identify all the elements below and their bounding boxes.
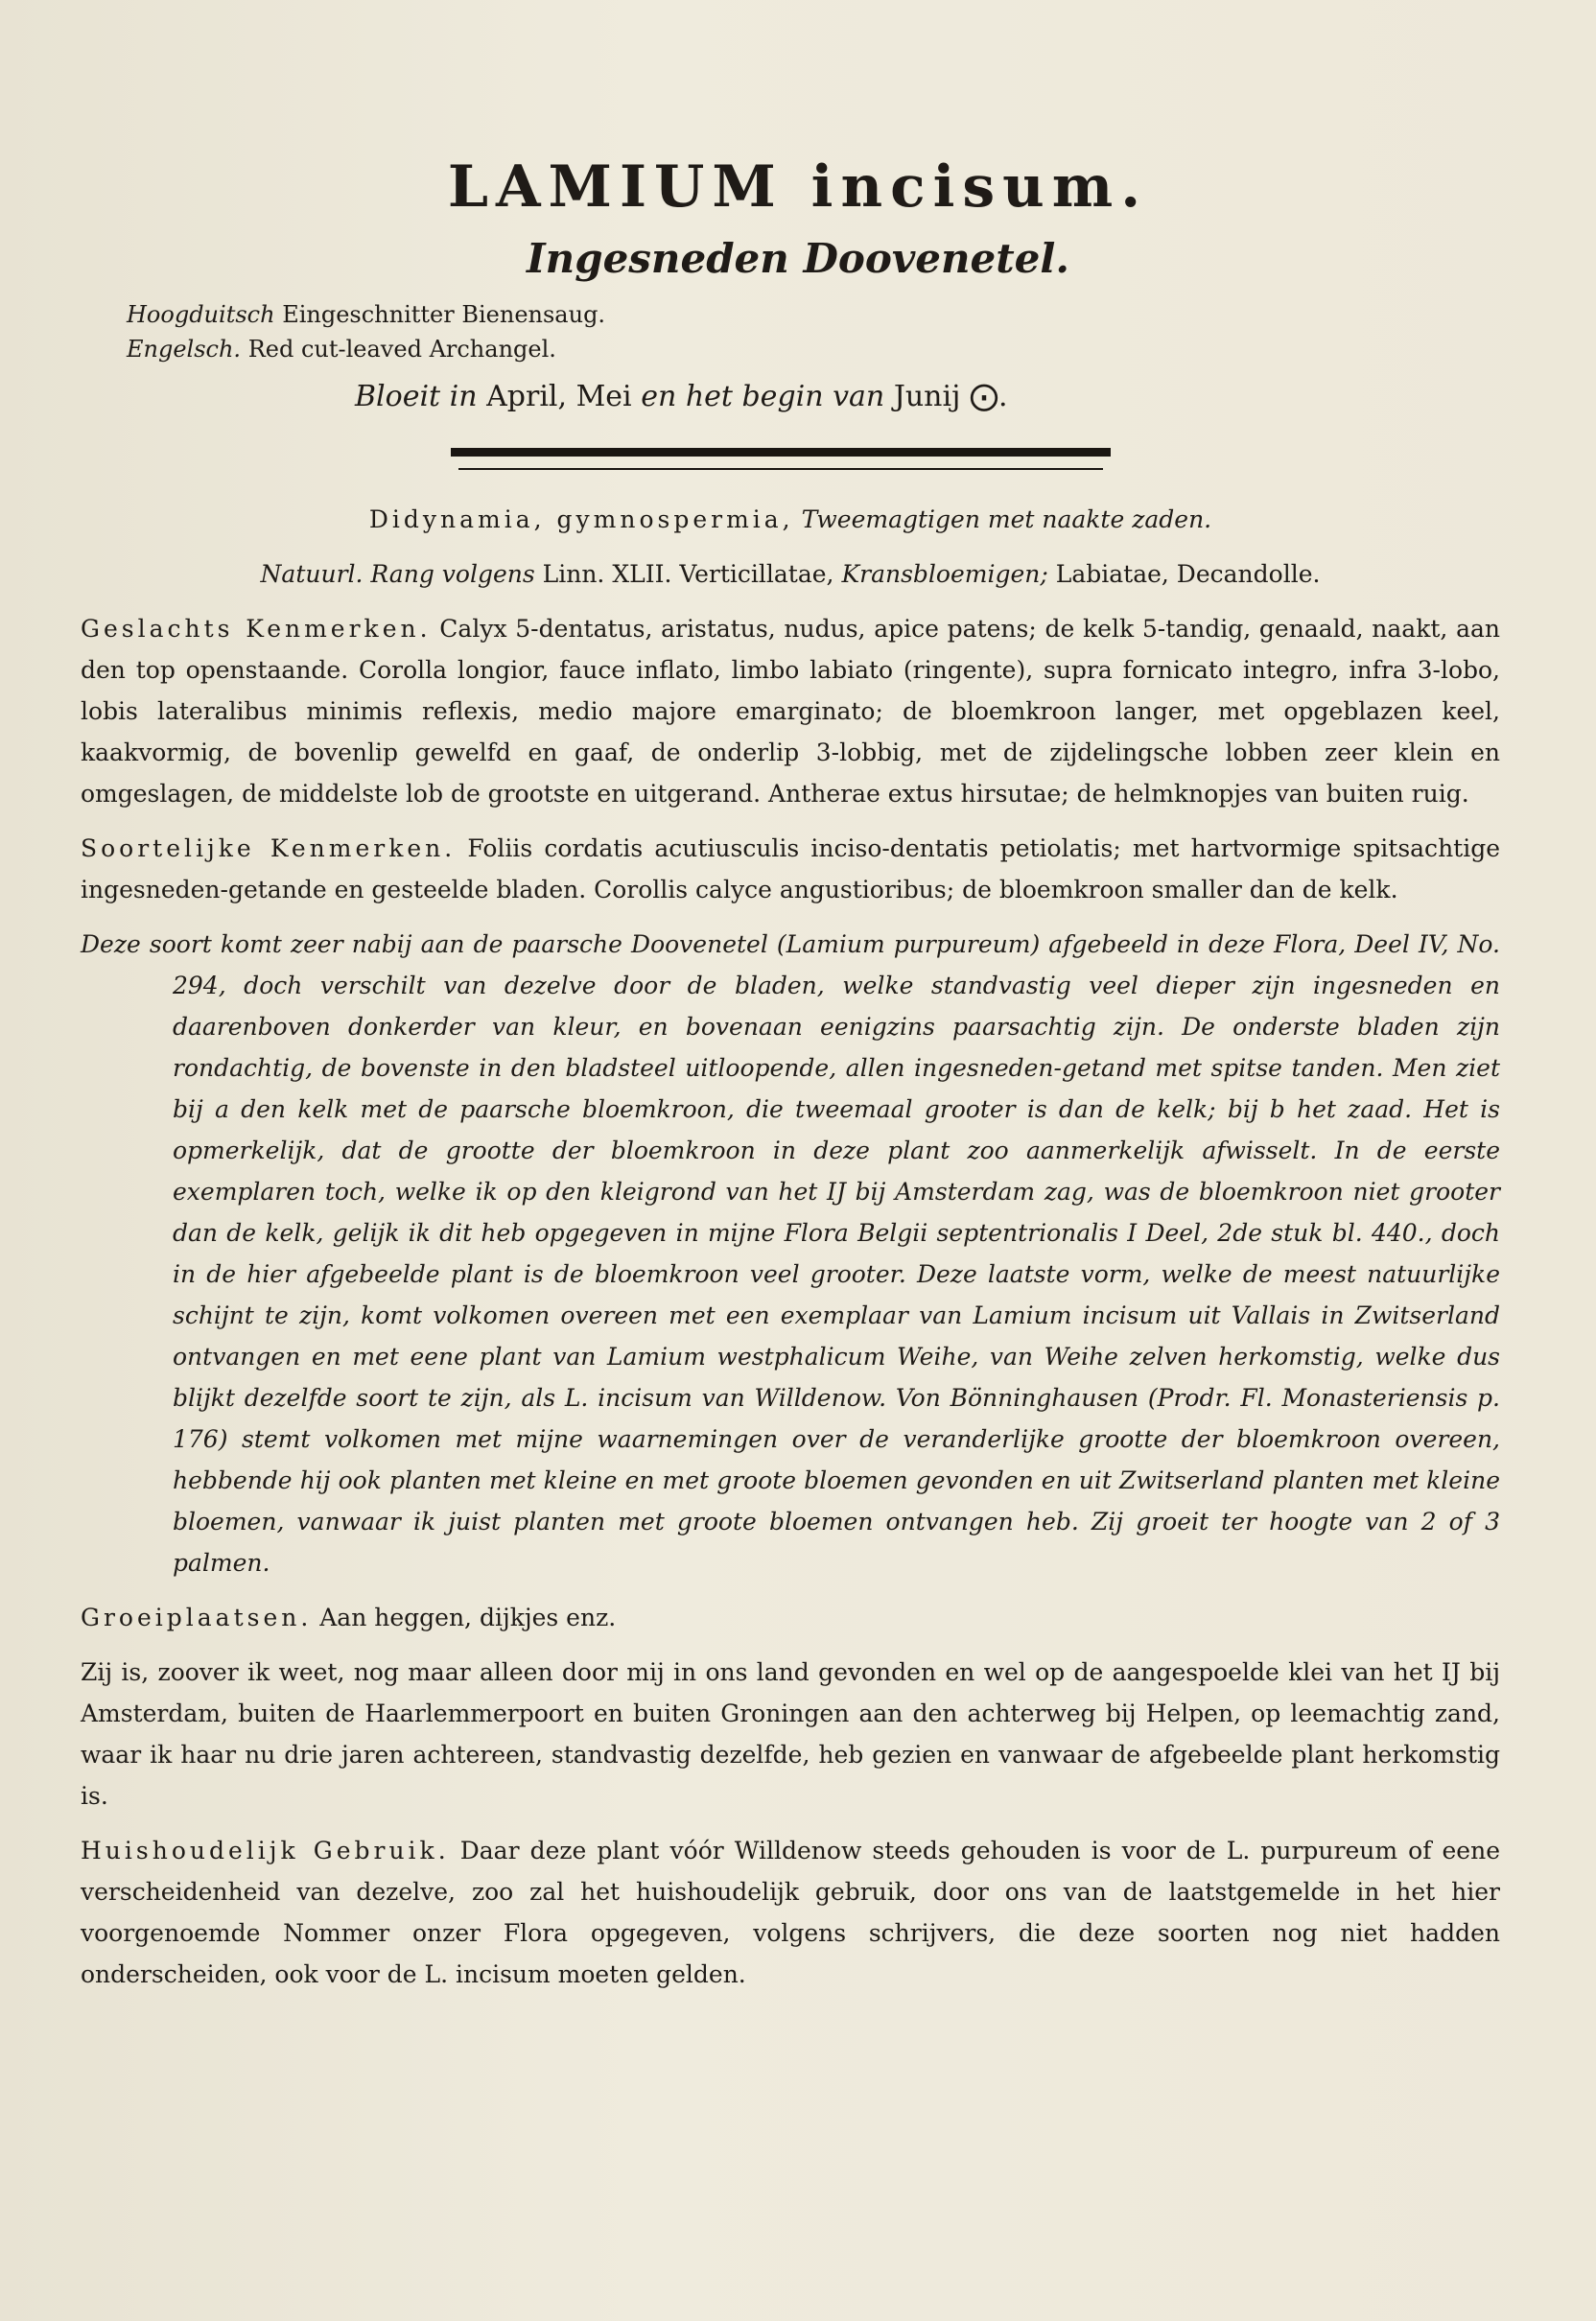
natural-rank-label: Natuurl. Rang volgens xyxy=(260,560,535,588)
name-german xyxy=(127,297,605,332)
description-paragraph xyxy=(81,924,1500,1583)
page-title: LAMIUM incisum. xyxy=(447,153,1149,221)
bloom-prefix: Bloeit in xyxy=(355,380,478,413)
section-heading: Soortelijke Kenmerken. xyxy=(81,834,457,862)
household-use xyxy=(81,1830,1500,1995)
common-name: Eingeschnitter Bienensaug. xyxy=(282,301,606,328)
section-text: Calyx 5-dentatus, aristatus, nudus, apice patens; de kelk 5-tandig, genaald, naakt, aan den top openstaande. Corolla longior, fauce inflato, limbo labiato (ringente), supra fornicato integro, infra 3-lobo, lobis lateralibus minimis reflexis, medio majore emarginato; de bloemkroon langer, met opgeblazen keel, kaakvormig, de bovenlip gewelfd en gaaf, de onderlip 3-lobbig, met de zijdelingsche lobben zeer klein en omgeslagen, de middelste lob de grootste en uitgerand. Antherae extus hirsutae; de helmknopjes van buiten ruig. xyxy=(81,615,1500,808)
divider-thin xyxy=(458,468,1103,470)
classification-dutch: Tweemagtigen met naakte zaden. xyxy=(801,505,1212,533)
common-names xyxy=(127,297,605,366)
section-heading: Geslachts Kenmerken. xyxy=(81,615,432,643)
bloom-mid: en het begin van xyxy=(641,380,885,413)
natural-rank-rest: Labiatae, Decandolle. xyxy=(1055,560,1321,588)
section-text: Foliis cordatis acutiusculis inciso-dentatis petiolatis; met hartvormige spitsachtige ingesneden-getande en gesteelde bladen. Corollis calyce angustioribus; de bloemkroon smaller dan de kelk. xyxy=(81,834,1501,903)
divider-thick xyxy=(451,448,1111,457)
page-subtitle: Ingesneden Doovenetel. xyxy=(527,235,1069,282)
description-text: Deze soort komt zeer nabij aan de paarsche Doovenetel (Lamium purpureum) afgebeeld in deze Flora, Deel IV, No. 294, doch verschilt van dezelve door de bladen, welke standvastig veel dieper zijn ingesneden en daarenboven donkerder van kleur, en bovenaan eenigzins paarsachtig zijn. De onderste bladen zijn rondachtig, de bovenste in den bladsteel uitloopende, allen ingesneden-getand met spitse tanden. Men ziet bij a den kelk met de paarsche bloemkroon, die tweemaal grooter is dan de kelk; bij b het zaad. Het is opmerkelijk, dat de grootte der bloemkroon in deze plant zoo aanmerkelijk afwisselt. In de eerste exemplaren toch, welke ik op den kleigrond van het IJ bij Amsterdam zag, was de bloemkroon niet grooter dan de kelk, gelijk ik dit heb opgegeven in mijne Flora Belgii septentrionalis I Deel, 2de stuk bl. 440., doch in de hier afgebeelde plant is de bloemkroon veel grooter. Deze laatste vorm, welke de meest natuurlijke schijnt te zijn, komt volkomen overeen met een exemplaar van Lamium incisum uit Vallais in Zwitserland ontvangen en met eene plant van Lamium westphalicum Weihe, van Weihe zelven herkomstig, welke dus blijkt dezelfde soort te zijn, als L. incisum van Willdenow. Von Bönninghausen (Prodr. Fl. Monasteriensis p. 176) stemt volkomen met mijne waarnemingen over de veranderlijke grootte der bloemkroon overeen, hebbende hij ook planten met kleine en met groote bloemen gevonden en uit Zwitserland planten met kleine bloemen, vanwaar ik juist planten met groote bloemen ontvangen heb. Zij groeit ter hoogte van 2 of 3 palmen. xyxy=(81,930,1500,1577)
classification xyxy=(81,499,1500,540)
common-name: Red cut-leaved Archangel. xyxy=(247,336,556,363)
section-heading: Huishoudelijk Gebruik. xyxy=(81,1837,450,1864)
species-characters xyxy=(81,828,1500,910)
language-label: Hoogduitsch xyxy=(127,301,275,328)
natural-rank-text: Linn. XLII. Verticillatae, xyxy=(542,560,834,588)
name-english xyxy=(127,332,605,366)
habitat xyxy=(81,1597,1500,1638)
section-heading: Groeiplaatsen. xyxy=(81,1604,313,1631)
annual-symbol-icon: ⨀. xyxy=(969,380,1008,413)
section-text: Aan heggen, dijkjes enz. xyxy=(319,1604,617,1631)
natural-rank xyxy=(81,553,1500,595)
bloom-end: Junij xyxy=(893,380,961,413)
body-text xyxy=(81,499,1500,2008)
classification-system: Didynamia, gymnospermia, xyxy=(368,505,794,533)
natural-rank-dutch: Kransbloemigen; xyxy=(841,560,1048,588)
bloom-line xyxy=(355,380,1007,413)
habitat-detail: Zij is, zoover ik weet, nog maar alleen door mij in ons land gevonden en wel op de aangespoelde klei van het IJ bij Amsterdam, buiten de Haarlemmerpoort en buiten Groningen aan den achterweg bij Helpen, op leemachtig zand, waar ik haar nu drie jaren achtereen, standvastig dezelfde, heb gezien en vanwaar de afgebeelde plant herkomstig is. xyxy=(81,1658,1500,1810)
language-label: Engelsch. xyxy=(127,336,242,363)
section-text: Daar deze plant vóór Willdenow steeds gehouden is voor de L. purpureum of eene verscheidenheid van dezelve, zoo zal het huishoudelijk gebruik, door ons van de laatstgemelde in het hier voorgenoemde Nommer onzer Flora opgegeven, volgens schrijvers, die deze soorten nog niet hadden onderscheiden, ook voor de L. incisum moeten gelden. xyxy=(81,1837,1500,1988)
genus-characters xyxy=(81,608,1500,814)
bloom-months: April, Mei xyxy=(486,380,632,413)
